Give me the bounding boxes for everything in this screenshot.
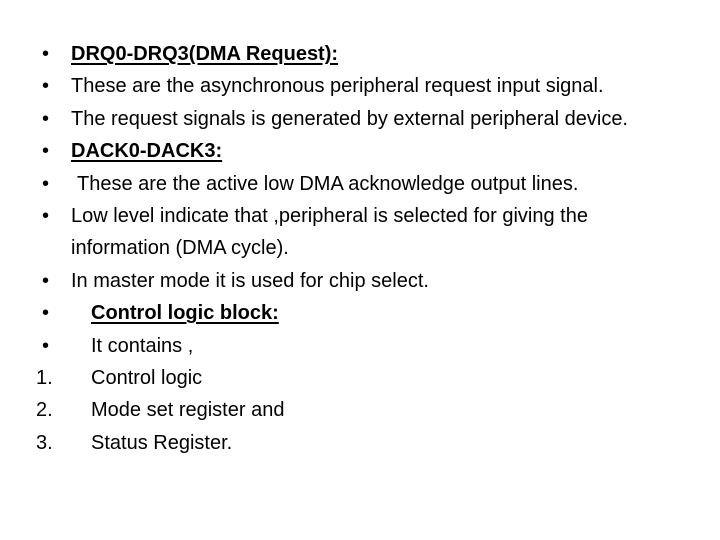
list-item-control-logic [0,362,720,394]
list-item-master-mode [0,265,720,297]
list-item-status-register [0,427,720,459]
heading-drq: DRQ0-DRQ3(DMA Request): [71,43,339,65]
list-item-async [0,70,720,102]
heading-control-logic-block: Control logic block: [91,302,279,325]
list-item-mode-set [0,394,720,426]
item-text: These are the asynchronous peripheral request input signal. [71,75,604,98]
item-text: The request signals is generated by external peripheral device. [71,107,628,130]
heading-dack: DACK0-DACK3: [71,140,223,163]
number-marker: 3. [36,431,53,454]
bullet-marker: • [42,172,50,195]
content-list [0,38,720,459]
bullet-marker: • [42,302,50,325]
list-item-dack [0,135,720,167]
list-item-contains [0,330,720,362]
list-item-generated [0,103,720,135]
bullet-marker: • [42,140,50,163]
bullet-marker: • [42,75,50,98]
list-item-control-logic-block [0,297,720,329]
item-text: In master mode it is used for chip select. [71,269,429,292]
item-text: Mode set register and [91,399,285,422]
bullet-marker: • [42,269,50,292]
list-item-drq [0,38,720,70]
number-marker: 1. [36,367,53,390]
bullet-marker: • [42,107,50,130]
list-item-low-level [0,200,720,265]
item-text-continuation: information (DMA cycle). [71,237,289,260]
item-text: These are the active low DMA acknowledge output lines. [77,172,579,195]
item-text: Control logic [91,367,203,390]
item-text: It contains , [91,334,194,357]
bullet-marker: • [42,205,50,228]
item-text: Status Register. [91,431,233,454]
list-item-active-low [0,168,720,200]
number-marker: 2. [36,399,53,422]
bullet-marker: • [42,334,50,357]
bullet-marker: • [42,43,50,65]
item-text: Low level indicate that ,peripheral is selected for giving the [71,205,588,228]
